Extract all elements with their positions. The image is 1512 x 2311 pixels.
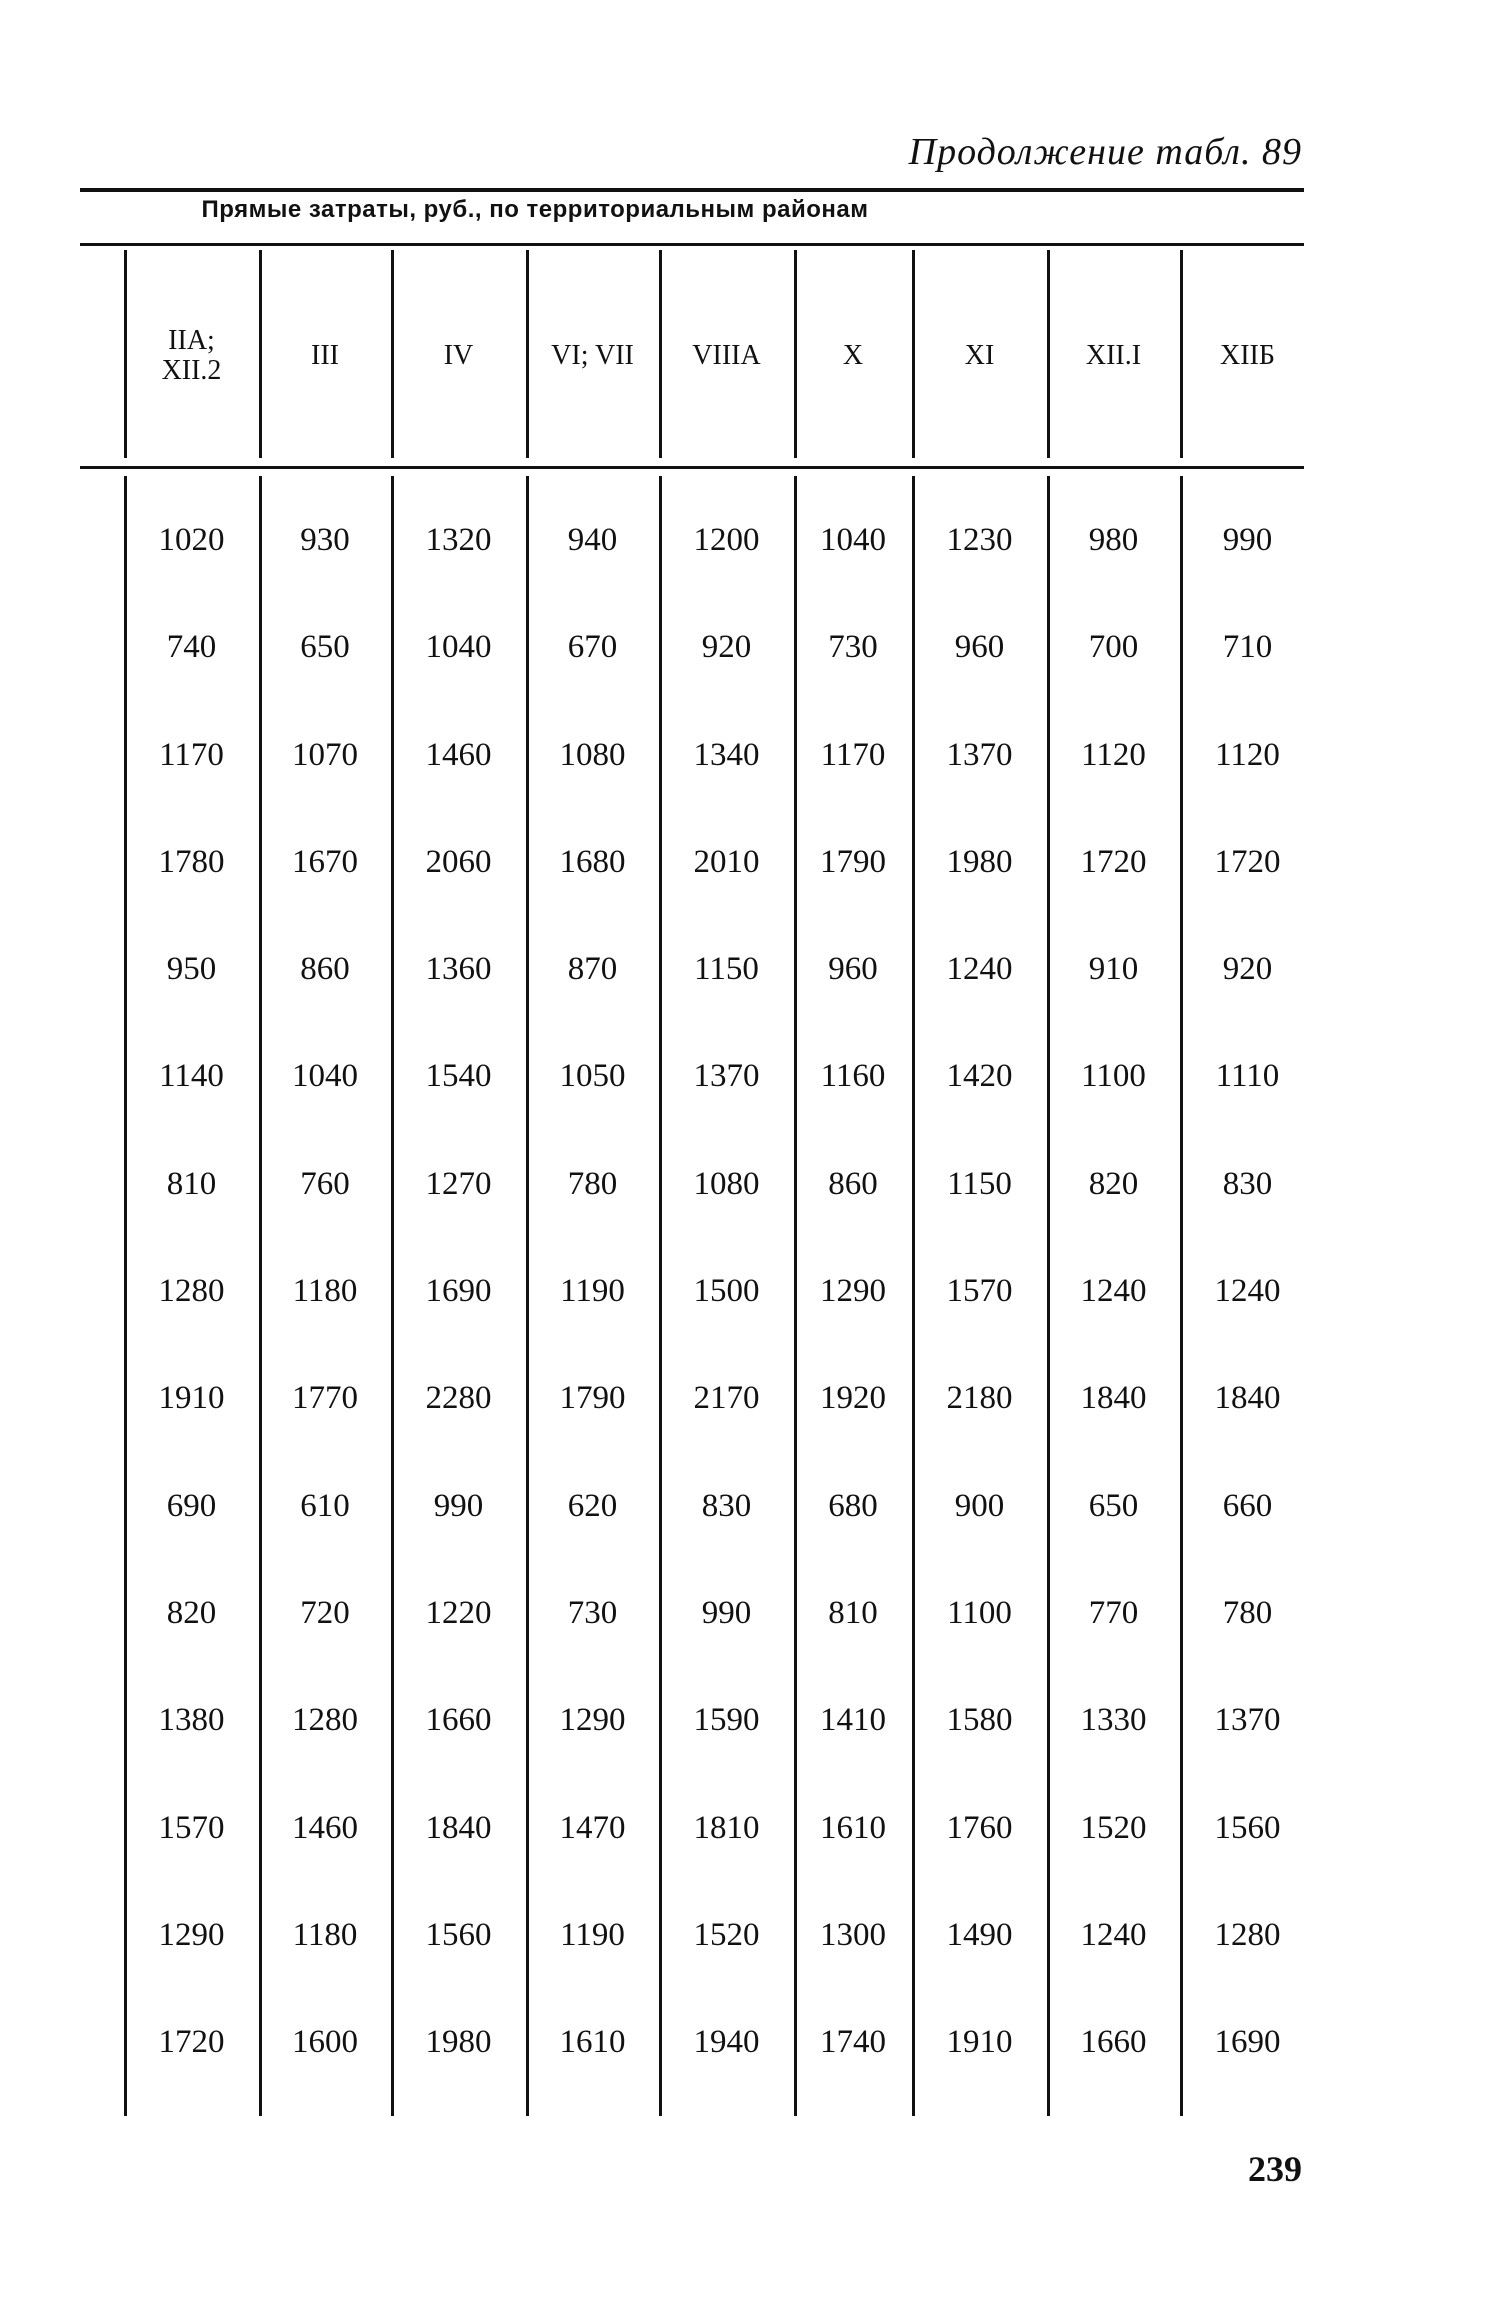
table-cell: 2170: [693, 1380, 760, 1417]
table-cell: 1980: [425, 2024, 492, 2061]
table-cell: 660: [1222, 1487, 1273, 1524]
table-cell: 1570: [946, 1273, 1013, 1310]
header-column-divider: [526, 250, 529, 458]
header-column-divider: [259, 250, 262, 458]
table-cell: 860: [300, 951, 350, 988]
data-table: [124, 520, 1315, 2129]
table-cell: 960: [828, 951, 878, 988]
table-cell: 1520: [1080, 1809, 1147, 1846]
column-header: X: [842, 340, 864, 371]
table-cell: 1270: [425, 1165, 492, 1202]
table-cell: 1290: [158, 1916, 225, 1953]
table-cell: 1980: [946, 843, 1013, 880]
table-cell: 1290: [559, 1702, 626, 1739]
table-cell: 620: [567, 1487, 618, 1524]
table-cell: 650: [300, 629, 350, 666]
table-cell: 950: [166, 951, 217, 988]
table-cell: 1180: [292, 1916, 358, 1953]
table-cell: 1560: [1214, 1809, 1281, 1846]
header-column-divider: [912, 250, 915, 458]
table-cell: 690: [166, 1487, 217, 1524]
table-cell: 720: [300, 1594, 350, 1631]
table-cell: 1180: [292, 1273, 358, 1310]
table-cell: 990: [1222, 522, 1273, 558]
table-cell: 1280: [158, 1273, 225, 1310]
header-column-divider: [1180, 250, 1183, 458]
column-header: III: [311, 340, 339, 371]
table-cell: 740: [166, 629, 217, 666]
table-cell: 1720: [158, 2024, 225, 2061]
table-cell: 1160: [820, 1058, 886, 1095]
table-cell: 920: [701, 629, 752, 666]
table-cell: 1240: [1080, 1916, 1147, 1953]
table-cell: 1520: [693, 1916, 760, 1953]
table-cell: 1320: [425, 522, 492, 558]
table-cell: 1330: [1080, 1702, 1147, 1739]
table-cell: 1370: [1214, 1702, 1281, 1739]
table-cell: 820: [166, 1594, 217, 1631]
table-cell: 700: [1088, 629, 1139, 666]
table-cell: 1760: [946, 1809, 1013, 1846]
table-cell: 1190: [560, 1916, 625, 1953]
column-header: XI: [964, 340, 995, 371]
table-cell: 1140: [159, 1058, 224, 1095]
table-cell: 1300: [820, 1916, 886, 1953]
table-cell: 1720: [1214, 843, 1281, 880]
table-cell: 990: [433, 1487, 484, 1524]
continuation-title: Продолжение табл. 89: [908, 131, 1302, 173]
table-cell: 810: [166, 1165, 217, 1202]
table-cell: 1910: [946, 2024, 1013, 2061]
table-cell: 810: [828, 1594, 878, 1631]
column-header: IV: [443, 340, 474, 371]
table-cell: 1610: [820, 1809, 886, 1846]
table-cell: 1780: [158, 843, 225, 880]
table-cell: 1080: [559, 736, 626, 773]
table-cell: 1420: [946, 1058, 1013, 1095]
table-cell: 830: [1222, 1165, 1273, 1202]
table-cell: 1200: [693, 522, 760, 558]
table-cell: 1020: [158, 522, 225, 558]
table-cell: 710: [1222, 629, 1273, 666]
table-cell: 1590: [693, 1702, 760, 1739]
table-cell: 1100: [947, 1594, 1012, 1631]
table-cell: 1840: [425, 1809, 492, 1846]
table-cell: 650: [1088, 1487, 1139, 1524]
table-cell: 930: [300, 522, 350, 558]
column-header: XIIБ: [1220, 340, 1275, 371]
table-cell: 1470: [559, 1809, 626, 1846]
table-cell: 900: [954, 1487, 1005, 1524]
table-cell: 1660: [1080, 2024, 1147, 2061]
page-number: 239: [1248, 2149, 1302, 2189]
table-cell: 780: [567, 1165, 618, 1202]
table-cell: 830: [701, 1487, 752, 1524]
table-cell: 870: [567, 951, 618, 988]
table-cell: 1660: [425, 1702, 492, 1739]
column-header: XII.I: [1085, 340, 1142, 371]
table-cell: 1690: [1214, 2024, 1281, 2061]
table-cell: 670: [567, 629, 618, 666]
table-cell: 760: [300, 1165, 350, 1202]
table-cell: 1680: [559, 843, 626, 880]
table-cell: 1460: [292, 1809, 358, 1846]
table-cell: 1040: [425, 629, 492, 666]
table-cell: 1690: [425, 1273, 492, 1310]
table-cell: 1540: [425, 1058, 492, 1095]
table-cell: 1100: [1081, 1058, 1146, 1095]
table-cell: 860: [828, 1165, 878, 1202]
table-cell: 1110: [1215, 1058, 1280, 1095]
table-cell: 1790: [559, 1380, 626, 1417]
table-cell: 1230: [946, 522, 1013, 558]
table-cell: 980: [1088, 522, 1139, 558]
table-cell: 960: [954, 629, 1005, 666]
table-cell: 1220: [425, 1594, 492, 1631]
table-cell: 1080: [693, 1165, 760, 1202]
header-column-divider: [794, 250, 797, 458]
table-cell: 1670: [292, 843, 358, 880]
table-cell: 730: [567, 1594, 618, 1631]
table-cell: 1720: [1080, 843, 1147, 880]
table-cell: 1790: [820, 843, 886, 880]
table-cell: 1240: [946, 951, 1013, 988]
table-cell: 920: [1222, 951, 1273, 988]
column-header: IIА; XII.2: [161, 325, 222, 386]
header-column-divider: [124, 250, 127, 458]
caption-rule: [80, 243, 1304, 246]
table-cell: 2180: [946, 1380, 1013, 1417]
table-cell: 1120: [1081, 736, 1146, 773]
table-cell: 1380: [158, 1702, 225, 1739]
table-cell: 1370: [693, 1058, 760, 1095]
table-cell: 1940: [693, 2024, 760, 2061]
table-cell: 1050: [559, 1058, 626, 1095]
column-header: VI; VII: [551, 340, 634, 371]
column-header: VIIIА: [692, 340, 761, 371]
table-cell: 1290: [820, 1273, 886, 1310]
table-cell: 1360: [425, 951, 492, 988]
table-cell: 1410: [820, 1702, 886, 1739]
table-cell: 990: [701, 1594, 752, 1631]
table-cell: 1770: [292, 1380, 358, 1417]
header-column-divider: [1047, 250, 1050, 458]
table-cell: 1600: [292, 2024, 358, 2061]
table-cell: 1740: [820, 2024, 886, 2061]
header-column-divider: [391, 250, 394, 458]
table-cell: 1150: [694, 951, 759, 988]
table-cell: 1040: [292, 1058, 358, 1095]
top-rule: [80, 188, 1304, 192]
table-cell: 1840: [1080, 1380, 1147, 1417]
table-cell: 1240: [1214, 1273, 1281, 1310]
table-cell: 1460: [425, 736, 492, 773]
table-cell: 1610: [559, 2024, 626, 2061]
header-column-divider: [659, 250, 662, 458]
table-cell: 1370: [946, 736, 1013, 773]
table-cell: 1190: [560, 1273, 625, 1310]
table-cell: 780: [1222, 1594, 1273, 1631]
table-cell: 1240: [1080, 1273, 1147, 1310]
table-cell: 1490: [946, 1916, 1013, 1953]
table-cell: 1920: [820, 1380, 886, 1417]
table-cell: 1910: [158, 1380, 225, 1417]
table-cell: 1120: [1215, 736, 1280, 773]
table-cell: 1150: [947, 1165, 1012, 1202]
table-caption: Прямые затраты, руб., по территориальным районам: [201, 196, 869, 223]
table-cell: 1840: [1214, 1380, 1281, 1417]
table-cell: 610: [300, 1487, 350, 1524]
table-cell: 770: [1088, 1594, 1139, 1631]
table-cell: 1580: [946, 1702, 1013, 1739]
table-cell: 730: [828, 629, 878, 666]
table-cell: 910: [1088, 951, 1139, 988]
table-cell: 1810: [693, 1809, 760, 1846]
table-cell: 2280: [425, 1380, 492, 1417]
table-cell: 680: [828, 1487, 878, 1524]
table-cell: 1070: [292, 736, 358, 773]
table-cell: 820: [1088, 1165, 1139, 1202]
table-cell: 1280: [292, 1702, 358, 1739]
table-cell: 2010: [693, 843, 760, 880]
table-cell: 1500: [693, 1273, 760, 1310]
table-cell: 1170: [159, 736, 224, 773]
table-cell: 1040: [820, 522, 886, 558]
header-rule: [80, 466, 1304, 469]
table-cell: 1170: [820, 736, 886, 773]
table-cell: 1340: [693, 736, 760, 773]
table-cell: 2060: [425, 843, 492, 880]
table-cell: 1570: [158, 1809, 225, 1846]
table-cell: 1280: [1214, 1916, 1281, 1953]
table-cell: 940: [567, 522, 618, 558]
table-cell: 1560: [425, 1916, 492, 1953]
